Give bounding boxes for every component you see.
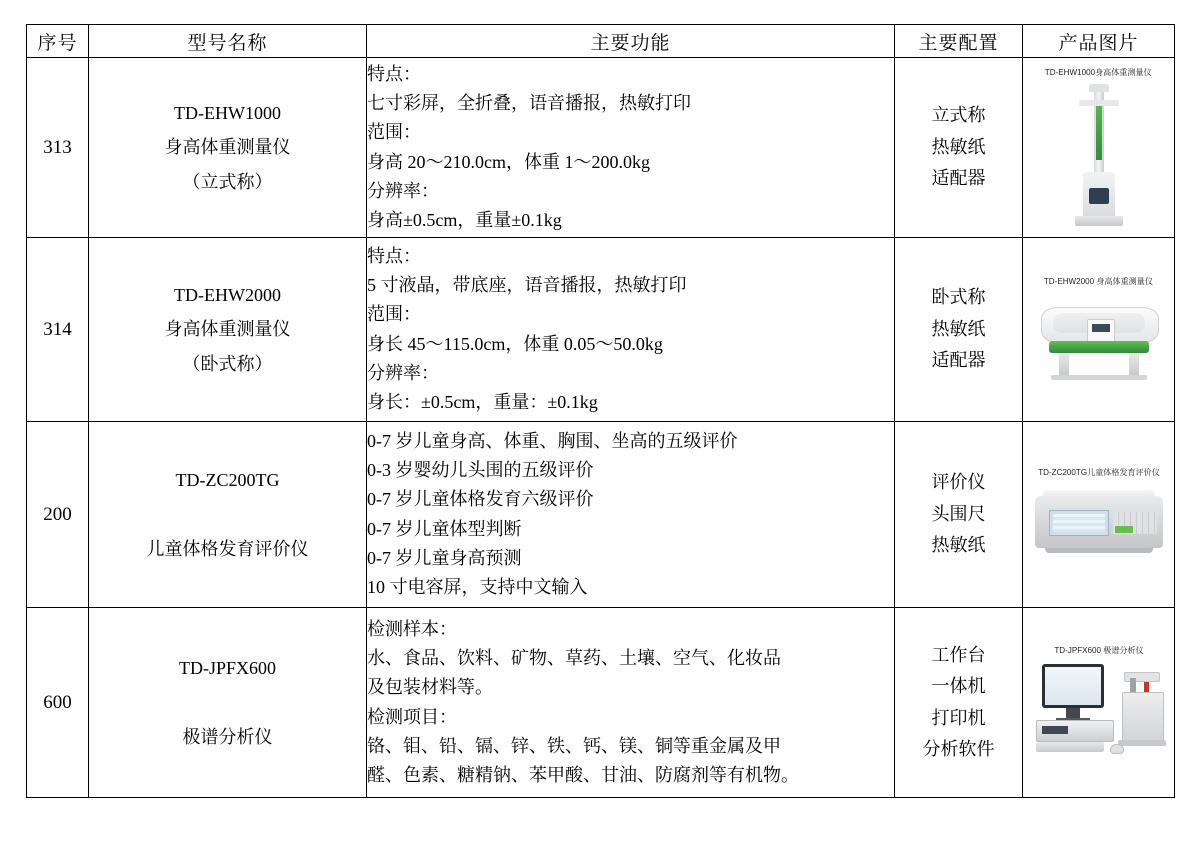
product-image-box	[1023, 66, 1174, 230]
table-header	[27, 25, 1175, 58]
model-spacer	[89, 685, 366, 719]
infant-scale-icon	[1033, 289, 1165, 385]
table-row	[27, 422, 1175, 608]
header-cell-config: 主要配置	[895, 25, 1023, 58]
cell-serial-number: 314	[27, 238, 89, 422]
config-line: 工作台	[931, 644, 986, 665]
function-line: 分辨率：	[367, 180, 439, 201]
function-line: 身高±0.5cm，重量±0.1kg	[367, 209, 562, 230]
cell-main-function	[367, 58, 895, 238]
header-cell-no: 序号	[27, 25, 89, 58]
function-line: 检测样本：	[367, 619, 457, 640]
product-image-box	[1023, 275, 1174, 385]
function-line: 醛、色素、糖精钠、苯甲酸、甘油、防腐剂等有机物。	[367, 764, 799, 785]
product-image-caption: TD-JPFX600 极谱分析仪	[1053, 644, 1144, 655]
function-line: 水、食品、饮料、矿物、草药、土壤、空气、化妆品	[367, 648, 781, 669]
model-code: TD-EHW1000	[174, 103, 281, 124]
cell-main-config	[895, 238, 1023, 422]
model-title: 极谱分析仪	[182, 726, 273, 747]
function-line: 0-7 岁儿童体格发育六级评价	[367, 489, 594, 510]
table-header-row	[27, 25, 1175, 58]
cell-product-image	[1023, 58, 1175, 238]
config-line: 热敏纸	[931, 136, 986, 157]
cell-product-image	[1023, 422, 1175, 608]
cell-main-function	[367, 608, 895, 798]
function-line: 及包装材料等。	[367, 677, 493, 698]
cell-model-name	[89, 422, 367, 608]
cell-main-function	[367, 422, 895, 608]
cell-model-name	[89, 608, 367, 798]
table-row	[27, 238, 1175, 422]
function-line: 铬、钼、铅、镉、锌、铁、钙、镁、铜等重金属及甲	[367, 735, 781, 756]
product-image-caption: TD-EHW2000 身高体重测量仪	[1043, 275, 1154, 286]
config-line: 热敏纸	[931, 318, 986, 339]
header-cell-model: 型号名称	[89, 25, 367, 58]
model-title: 儿童体格发育评价仪	[146, 538, 309, 559]
config-line: 热敏纸	[931, 535, 986, 556]
cell-main-config	[895, 422, 1023, 608]
model-code: TD-JPFX600	[178, 658, 276, 679]
config-line: 适配器	[931, 168, 986, 189]
model-code: TD-ZC200TG	[175, 470, 280, 491]
model-title: 身高体重测量仪	[164, 137, 291, 158]
cell-model-name	[89, 58, 367, 238]
config-line: 头围尺	[931, 503, 986, 524]
header-cell-function: 主要功能	[367, 25, 895, 58]
product-image-caption: TD-ZC200TG儿童体格发育评价仪	[1037, 466, 1160, 477]
config-line: 一体机	[931, 676, 986, 696]
model-subtitle: （立式称）	[182, 171, 273, 192]
table-body	[27, 58, 1175, 798]
table-row	[27, 58, 1175, 238]
config-line: 评价仪	[931, 472, 986, 493]
cell-main-function	[367, 238, 895, 422]
product-image-caption: TD-EHW1000身高体重测量仪	[1045, 66, 1152, 77]
function-line: 身长 45～115.0cm，体重 0.05～50.0kg	[367, 333, 663, 354]
product-image-box	[1023, 644, 1174, 762]
config-line: 分析软件	[922, 739, 995, 759]
cell-product-image	[1023, 238, 1175, 422]
function-line: 身长：±0.5cm，重量：±0.1kg	[367, 391, 598, 412]
function-line: 0-7 岁儿童身高、体重、胸围、坐高的五级评价	[367, 431, 738, 452]
cell-main-config	[895, 58, 1023, 238]
model-spacer	[89, 497, 366, 531]
cell-serial-number: 600	[27, 608, 89, 798]
header-cell-image: 产品图片	[1023, 25, 1175, 58]
function-line: 七寸彩屏，全折叠，语音播报，热敏打印	[367, 93, 691, 114]
model-title: 身高体重测量仪	[164, 319, 291, 340]
function-line: 分辨率：	[367, 362, 439, 383]
function-line: 特点：	[367, 64, 421, 85]
function-line: 范围：	[367, 122, 421, 143]
product-spec-table	[26, 24, 1175, 798]
function-line: 0-7 岁儿童身高预测	[367, 547, 522, 568]
polarographic-analyzer-icon	[1026, 658, 1172, 762]
config-line: 打印机	[931, 707, 986, 728]
function-line: 身高 20～210.0cm，体重 1～200.0kg	[367, 151, 650, 172]
config-line: 卧式称	[931, 287, 986, 308]
product-image-box	[1023, 466, 1174, 564]
function-line: 检测项目：	[367, 706, 457, 727]
function-line: 10 寸电容屏，支持中文输入	[367, 576, 588, 597]
config-line: 适配器	[931, 350, 986, 371]
stadiometer-icon	[1039, 80, 1159, 230]
cell-serial-number: 200	[27, 422, 89, 608]
cell-model-name	[89, 238, 367, 422]
cell-product-image	[1023, 608, 1175, 798]
function-line: 范围：	[367, 304, 421, 325]
function-line: 5 寸液晶，带底座，语音播报，热敏打印	[367, 275, 687, 296]
table-row	[27, 608, 1175, 798]
model-code: TD-EHW2000	[174, 285, 281, 306]
cell-main-config	[895, 608, 1023, 798]
model-subtitle: （卧式称）	[182, 353, 273, 374]
cell-serial-number: 313	[27, 58, 89, 238]
function-line: 特点：	[367, 246, 421, 267]
function-line: 0-7 岁儿童体型判断	[367, 518, 522, 539]
function-line: 0-3 岁婴幼儿头围的五级评价	[367, 460, 594, 481]
config-line: 立式称	[931, 105, 986, 126]
child-development-analyzer-icon	[1029, 480, 1169, 564]
